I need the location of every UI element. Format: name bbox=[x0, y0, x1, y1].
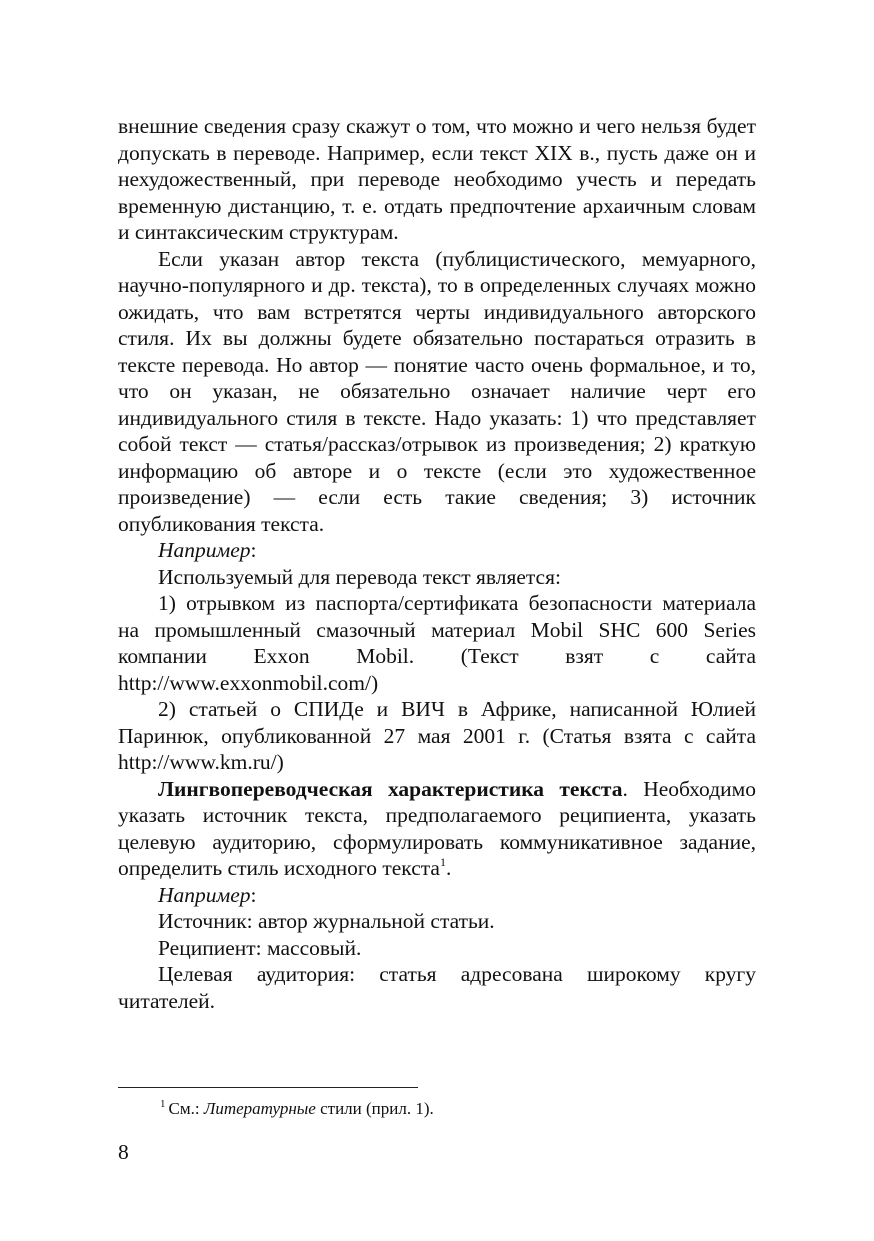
example-label: Например bbox=[158, 538, 251, 562]
paragraph-6 bbox=[118, 776, 756, 882]
paragraph-3: Используемый для перевода текст является: bbox=[158, 564, 561, 589]
bold-term: Лингвопереводческая характеристика текста bbox=[158, 776, 623, 801]
footnote-number: 1 bbox=[160, 1098, 166, 1110]
paragraph-8: Реципиент: массовый. bbox=[158, 935, 362, 960]
paragraph-7: Источник: автор журнальной статьи. bbox=[158, 909, 495, 933]
paragraph-6-text: . Необходимо указать источник текста, предполагаемого реципиента, указать целевую аудиторию, сформулировать коммуникативное задание, определить стиль исходного текста bbox=[118, 776, 756, 880]
footnote-italic: Литературные bbox=[203, 1099, 316, 1118]
colon: : bbox=[250, 538, 257, 562]
footnote-divider bbox=[118, 1087, 418, 1088]
list-item-2: 2) статьей о СПИДе и ВИЧ в Африке, написанной Юлией Паринюк, опубликованной 27 мая 2001 г. (Статья взята с сайта http://www.km.ru/) bbox=[118, 697, 756, 774]
paragraph-2: Если указан автор текста (публицистического, мемуарного, научно-популярного и др. текста), то в определенных случаях можно ожидать, что вам встретятся черты индивидуального авторского стиля. Их вы должны будете обязательно постараться отразить в тексте перевода. Но автор — понятие часто очень формальное, и то, что он указан, не обязательно означает наличие черт его индивидуального стиля в тексте. Надо указать: 1) что представляет собой текст — статья/рассказ/отрывок из произведения; 2) краткую информацию об авторе и о тексте (если это художественное произведение) — если есть такие сведения; 3) источник опубликования текста. bbox=[118, 246, 756, 536]
paragraph-9: Целевая аудитория: статья адресована широкому кругу читателей. bbox=[118, 962, 756, 1013]
paragraph-6-end: . bbox=[445, 856, 452, 880]
footnote-reference[interactable]: 1 bbox=[439, 855, 446, 869]
footnote-prefix: См.: bbox=[168, 1099, 204, 1118]
example-heading-1 bbox=[118, 537, 756, 564]
colon: : bbox=[250, 882, 257, 907]
paragraph-1: внешние сведения сразу скажут о том, что можно и чего нельзя будет допускать в переводе. Например, если текст XIX в., пусть даже он и нехудожественный, при переводе необходимо учесть и передать временную дистанцию, т. е. отдать предпочтение архаичным словам и синтаксическим структурам. bbox=[118, 114, 756, 244]
page-body bbox=[118, 113, 756, 1014]
list-item-1: 1) отрывком из паспорта/сертификата безопасности материала на промышленный смазочный материал Mobil SHC 600 Series компании Exxon Mobil. (Текст взят с сайта http://www.exxonmobil.com/) bbox=[118, 591, 756, 695]
footnote bbox=[160, 1098, 434, 1120]
example-label: Например bbox=[158, 882, 251, 907]
page-number: 8 bbox=[118, 1140, 129, 1164]
footnote-suffix: стили (прил. 1). bbox=[315, 1099, 434, 1118]
example-heading-2 bbox=[118, 882, 756, 909]
